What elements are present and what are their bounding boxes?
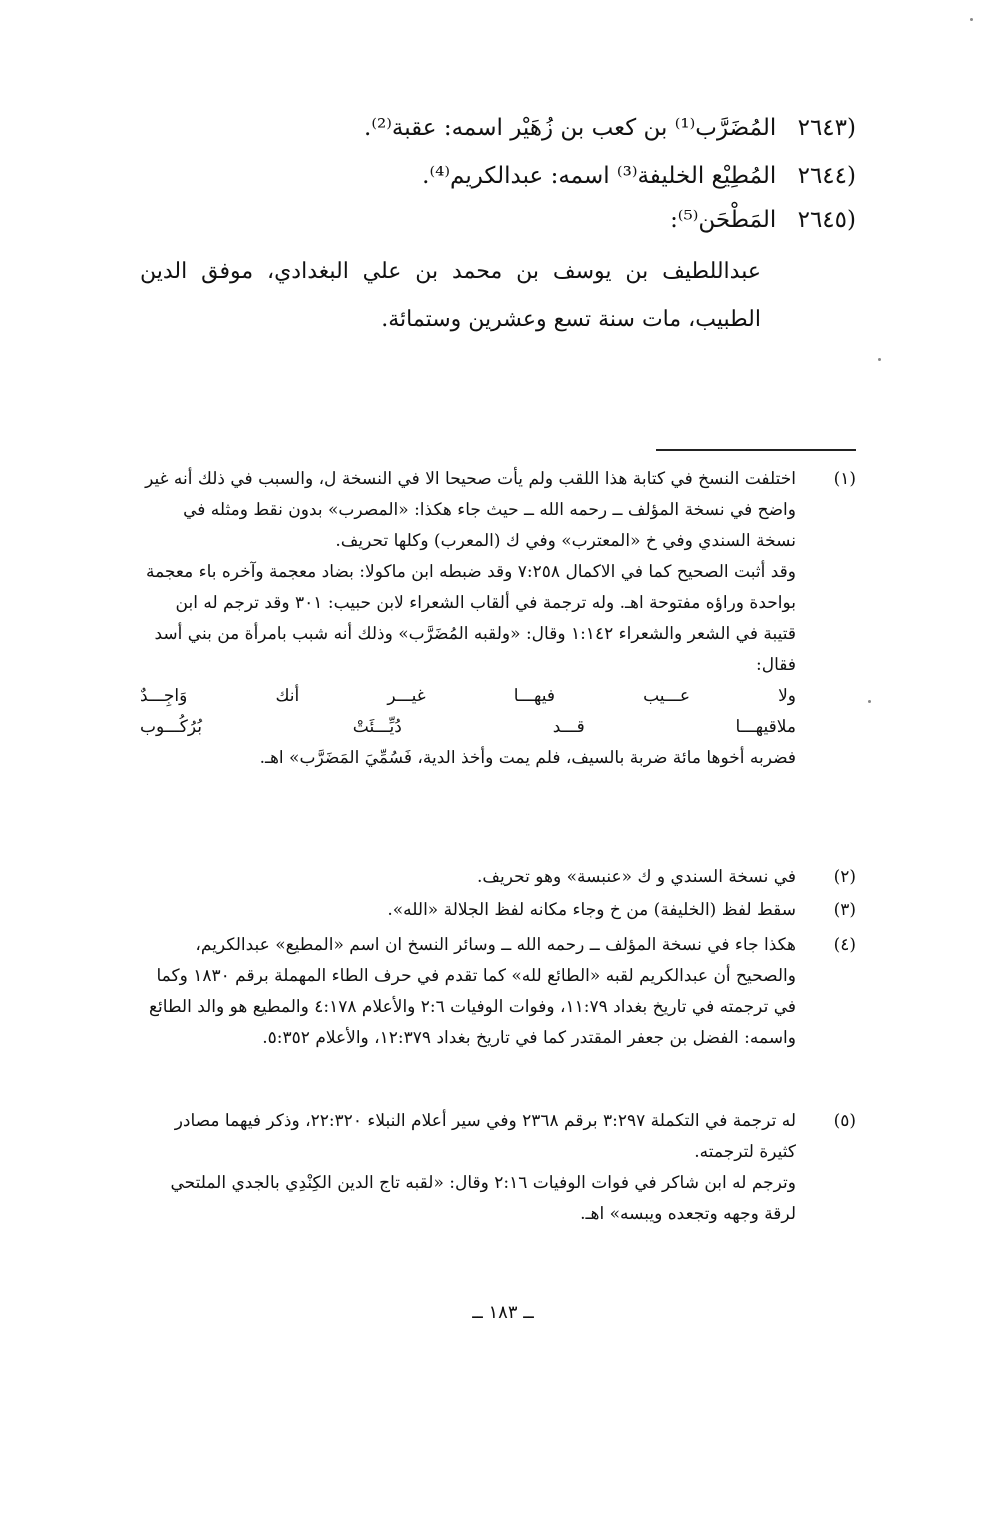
verse-word: وَاجِـــدٌ [140,686,188,706]
verse-word: غيـــر [387,686,426,706]
footnote-number: (٤) [833,935,856,955]
verse-word: أنك [275,686,300,706]
entry-2645 [670,207,856,233]
footnote-number: (٢) [833,867,856,887]
entry-text: المُطِيْع الخليفة⁽³⁾ اسمه: عبدالكريم⁽⁴⁾. [422,163,777,189]
entry-number: (٢٦٤٥ [797,207,856,233]
footnote-4 [140,930,856,1054]
footnote-separator [656,449,856,451]
entry-2644 [422,163,856,189]
footnote-paragraph: له ترجمة في التكملة ٣:٢٩٧ برقم ٢٣٦٨ وفي سير أعلام النبلاء ٢٢:٣٢٠، وذكر فيهما مصادر كثيرة لترجمته. [174,1111,796,1162]
footnote-number: (١) [833,469,856,489]
verse-word: عـــيب [643,686,690,706]
footnote-number: (٥) [833,1111,856,1131]
verse-word: دُيِّـــئَتْ [352,717,402,737]
verse-word: بُرُكُـــوب [140,717,202,737]
verse-line-2 [140,712,796,743]
footnote-text: سقط لفظ (الخليفة) من خ وجاء مكانه لفظ الجلالة «الله». [387,900,796,920]
scan-speck [878,358,881,361]
footnote-paragraph: فضربه أخوها مائة ضربة بالسيف، فلم يمت وأخذ الدية، فَسُمِّيَ المَضَرَّب» اهـ. [259,748,796,768]
entry-number: (٢٦٤٤ [797,163,856,189]
footnote-paragraph: اختلفت النسخ في كتابة هذا اللقب ولم يأت صحيحا الا في النسخة ل، والسبب في ذلك أنه غير واضح في نسخة المؤلف ــ رحمه الله ــ حيث جاء هكذا: «المصرب» بدون نقط ومثله في نسخة السندي وفي خ «المعترب» وفي ك (المعرب) وكلها تحريف. [145,469,796,551]
entry-text: المَطْحَن⁽⁵⁾: [670,207,777,233]
footnote-paragraph: وقد أثبت الصحيح كما في الاكمال ٧:٢٥٨ وقد ضبطه ابن ماكولا: بضاد معجمة وآخره باء معجمة بواحدة وراؤه مفتوحة اهـ. وله ترجمة في ألقاب الشعراء لابن حبيب: ٣٠١ وقد ترجم له ابن قتيبة في الشعر والشعراء ١:١٤٢ وقال: «ولقبه المُضَرَّب» وذلك أنه شبب بامرأة من بني أسد فقال: [145,562,796,675]
verse-word: فيهـــا [513,686,555,706]
entry-2643 [364,115,856,141]
footnote-paragraph: وترجم له ابن شاكر في فوات الوفيات ٢:١٦ وقال: «لقبه تاج الدين الكِنْدِي بالجدي الملتحي لرقة وجهه وتجعده ويبسه» اهـ. [170,1173,796,1224]
footnote-text: هكذا جاء في نسخة المؤلف ــ رحمه الله ــ وسائر النسخ ان اسم «المطيع» عبدالكريم، والصحيح أن عبدالكريم لقبه «الطائع لله» كما تقدم في حرف الطاء المهملة برقم ١٨٣٠ وكما في ترجمته في تاريخ بغداد ١١:٧٩، وفوات الوفيات ٢:٦ والأعلام ٤:١٧٨ والمطيع هو والد الطائع واسمه: الفضل بن جعفر المقتدر كما في تاريخ بغداد ١٢:٣٧٩، والأعلام ٥:٣٥٢. [148,935,796,1048]
verse-line-1 [140,681,796,712]
scan-speck [970,18,973,21]
footnote-1 [140,464,856,774]
footnote-5 [140,1106,856,1230]
footnote-text: في نسخة السندي و ك «عنبسة» وهو تحريف. [476,867,796,887]
verse-word: ملاقيهـــا [735,717,796,737]
page-number: ــ ١٨٣ ــ [472,1302,534,1323]
entry-text: المُضَرَّب⁽¹⁾ بن كعب بن زُهَيْر اسمه: عقبة⁽²⁾. [364,115,777,141]
footnote-2 [140,862,856,893]
scan-speck [868,700,871,703]
footnote-3 [140,895,856,926]
biography-paragraph: عبداللطيف بن يوسف بن محمد بن علي البغدادي، موفق الدين الطبيب، مات سنة تسع وعشرين وستمائة. [140,259,761,332]
verse-word: ولا [778,686,796,706]
entry-number: (٢٦٤٣ [797,115,856,141]
verse-word: قـــد [552,717,585,737]
footnote-number: (٣) [833,900,856,920]
